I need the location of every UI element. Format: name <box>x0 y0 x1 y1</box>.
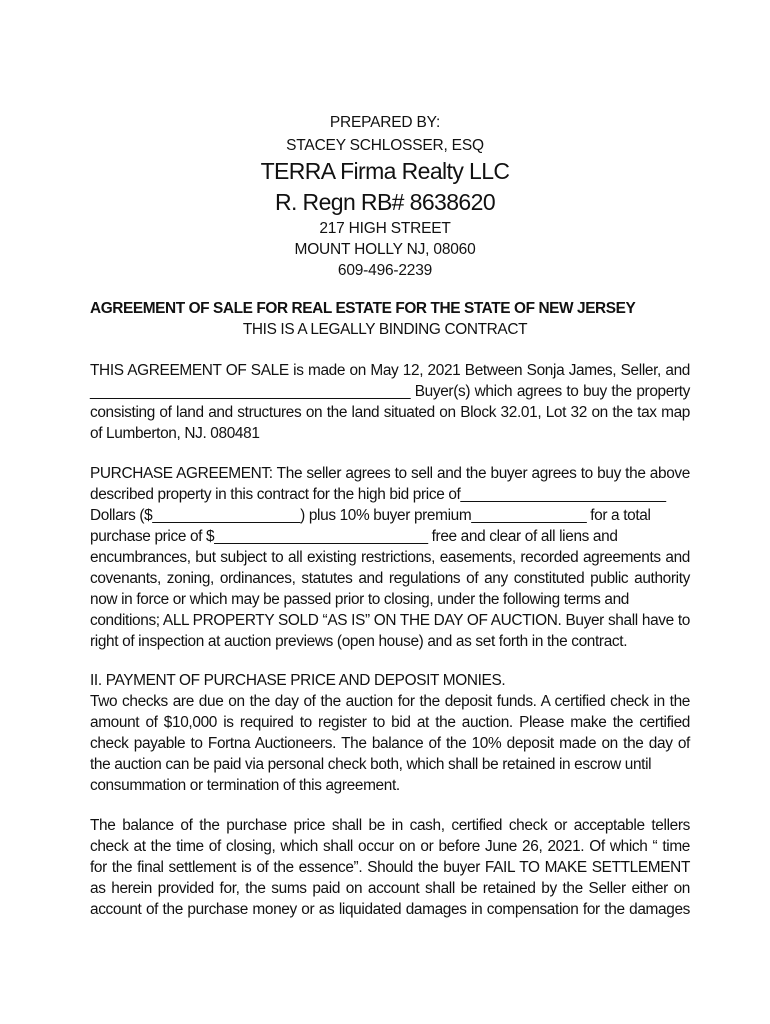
paragraph-balance-closing <box>90 815 690 920</box>
paragraph-line: the auction can be paid via personal check both, which shall be retained in escrow until <box>90 756 652 773</box>
agreement-subtitle: THIS IS A LEGALLY BINDING CONTRACT <box>242 321 528 338</box>
paragraph-line: encumbrances, but subject to all existing restrictions, easements, recorded agreements and <box>90 549 690 566</box>
paragraph-parties <box>90 360 690 444</box>
agreement-title: AGREEMENT OF SALE FOR REAL ESTATE FOR THE STATE OF NEW JERSEY <box>90 300 636 317</box>
paragraph-line: described property in this contract for the high bid price of_________________________ <box>90 486 666 503</box>
paragraph-line: purchase price of $__________________________ free and clear of all liens and <box>90 528 618 545</box>
paragraph-line: consummation or termination of this agreement. <box>90 777 400 794</box>
phone-number: 609-496-2239 <box>337 262 433 279</box>
paragraph-line: The balance of the purchase price shall be in cash, certified check or acceptable tellers <box>90 817 690 834</box>
paragraph-line: check at the time of closing, which shall occur on or before June 26, 2021. Of which “ time <box>90 838 690 855</box>
section-heading: II. PAYMENT OF PURCHASE PRICE AND DEPOSIT MONIES. <box>90 672 506 689</box>
paragraph-line: Dollars ($__________________) plus 10% buyer premium______________ for a total <box>90 507 651 524</box>
paragraph-line: for the final settlement is of the essence”. Should the buyer FAIL TO MAKE SETTLEMENT <box>90 859 690 876</box>
paragraph-payment-deposit <box>90 670 690 796</box>
paragraph-line: as herein provided for, the sums paid on account shall be retained by the Seller either on <box>90 880 690 897</box>
paragraph-line: consisting of land and structures on the land situated on Block 32.01, Lot 32 on the tax map <box>90 404 690 421</box>
paragraph-line: now in force or which may be passed prior to closing, under the following terms and <box>90 591 629 608</box>
paragraph-line: amount of $10,000 is required to register to bid at the auction. Please make the certified <box>90 714 690 731</box>
preparer-header <box>0 112 770 281</box>
paragraph-line: right of inspection at auction previews (open house) and as set forth in the contract. <box>90 633 628 650</box>
paragraph-purchase-agreement <box>90 463 690 652</box>
company-name: TERRA Firma Realty LLC <box>260 158 510 184</box>
paragraph-line: THIS AGREEMENT OF SALE is made on May 12, 2021 Between Sonja James, Seller, and <box>90 362 690 379</box>
preparer-name: STACEY SCHLOSSER, ESQ <box>286 137 484 154</box>
paragraph-line: check payable to Fortna Auctioneers. The balance of the 10% deposit made on the day of <box>90 735 690 752</box>
paragraph-line: Two checks are due on the day of the auction for the deposit funds. A certified check in the <box>90 693 690 710</box>
paragraph-line: covenants, zoning, ordinances, statutes and regulations of any constituted public authority <box>90 570 690 587</box>
paragraph-line: account of the purchase money or as liquidated damages in compensation for the damages <box>90 901 690 918</box>
city-address: MOUNT HOLLY NJ, 08060 <box>294 241 476 258</box>
agreement-title-block <box>90 298 690 340</box>
prepared-by-label: PREPARED BY: <box>329 114 441 131</box>
street-address: 217 HIGH STREET <box>319 220 451 237</box>
paragraph-line: conditions; ALL PROPERTY SOLD “AS IS” ON THE DAY OF AUCTION. Buyer shall have to <box>90 612 690 629</box>
registration-number: R. Regn RB# 8638620 <box>274 189 496 215</box>
paragraph-line: PURCHASE AGREEMENT: The seller agrees to sell and the buyer agrees to buy the above <box>90 465 690 482</box>
paragraph-line: of Lumberton, NJ. 080481 <box>90 425 260 442</box>
paragraph-line: _______________________________________ Buyer(s) which agrees to buy the property <box>90 383 690 400</box>
